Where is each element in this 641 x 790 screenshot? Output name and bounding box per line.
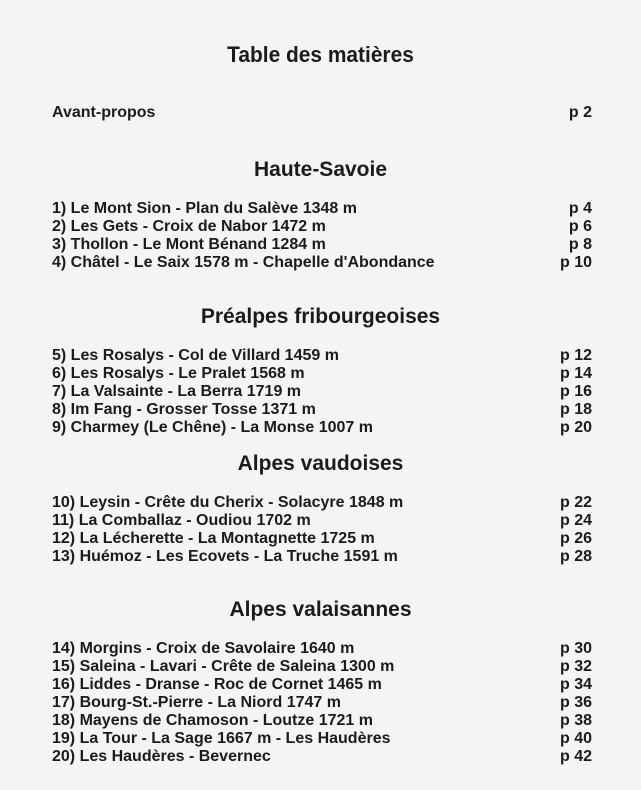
toc-entry[interactable]: [52, 236, 592, 254]
toc-entry-page: p 38: [559, 712, 592, 729]
toc-entry-page: p 2: [568, 104, 592, 121]
toc-entry-label: 15) Saleina - Lavari - Crête de Saleina 1300 m: [52, 658, 395, 675]
toc-entry-page: p 20: [559, 419, 592, 436]
toc-entry[interactable]: [52, 548, 592, 566]
toc-entry-page: p 14: [559, 365, 592, 382]
toc-entry-page: p 16: [559, 383, 592, 400]
toc-entry[interactable]: [52, 730, 592, 748]
toc-entry-label: 3) Thollon - Le Mont Bénand 1284 m: [52, 236, 326, 253]
toc-entry-label: 6) Les Rosalys - Le Pralet 1568 m: [52, 365, 305, 382]
toc-entry-label: 19) La Tour - La Sage 1667 m - Les Haudères: [52, 730, 391, 747]
toc-entry-label: 7) La Valsainte - La Berra 1719 m: [52, 383, 302, 400]
toc-entry-avant-propos[interactable]: [52, 104, 592, 122]
toc-entry-label: Avant-propos: [52, 104, 156, 121]
toc-entry[interactable]: [52, 254, 592, 272]
toc-entry-page: p 24: [559, 512, 592, 529]
toc-entry-page: p 36: [559, 694, 592, 711]
toc-entry-page: p 40: [559, 730, 592, 747]
toc-entry-page: p 22: [559, 494, 592, 511]
toc-entry-label: 4) Châtel - Le Saix 1578 m - Chapelle d'Abondance: [52, 254, 435, 271]
toc-entry-page: p 32: [559, 658, 592, 675]
toc-entry-label: 20) Les Haudères - Bevernec: [52, 748, 271, 765]
toc-entry[interactable]: [52, 712, 592, 730]
toc-entry[interactable]: [52, 658, 592, 676]
toc-entry[interactable]: [52, 419, 592, 437]
toc-entry-page: p 6: [568, 218, 592, 235]
toc-entry-page: p 26: [559, 530, 592, 547]
toc-entry[interactable]: [52, 512, 592, 530]
toc-entry[interactable]: [52, 494, 592, 512]
toc-entry-label: 8) Im Fang - Grosser Tosse 1371 m: [52, 401, 316, 418]
toc-entry-label: 10) Leysin - Crête du Cherix - Solacyre 1848 m: [52, 494, 404, 511]
toc-entry[interactable]: [52, 218, 592, 236]
toc-entry[interactable]: [52, 347, 592, 365]
toc-entry[interactable]: [52, 640, 592, 658]
toc-entry-label: 11) La Comballaz - Oudiou 1702 m: [52, 512, 311, 529]
toc-entry-label: 14) Morgins - Croix de Savolaire 1640 m: [52, 640, 355, 657]
toc-entry-label: 13) Huémoz - Les Ecovets - La Truche 1591 m: [52, 548, 398, 565]
toc-entry[interactable]: [52, 383, 592, 401]
toc-entry-page: p 12: [559, 347, 592, 364]
section-heading-alpes-vaudoises: Alpes vaudoises: [237, 452, 404, 475]
toc-entry-page: p 8: [568, 236, 592, 253]
toc-entry-page: p 28: [559, 548, 592, 565]
toc-entry[interactable]: [52, 365, 592, 383]
toc-entry-page: p 30: [559, 640, 592, 657]
toc-entry-page: p 34: [559, 676, 592, 693]
section-heading-prealpes-fribourgeoises: Préalpes fribourgeoises: [200, 305, 441, 328]
toc-entry[interactable]: [52, 676, 592, 694]
page-title: Table des matières: [227, 42, 414, 67]
toc-entry[interactable]: [52, 401, 592, 419]
toc-entry[interactable]: [52, 748, 592, 766]
toc-entry[interactable]: [52, 200, 592, 218]
toc-entry-label: 5) Les Rosalys - Col de Villard 1459 m: [52, 347, 339, 364]
toc-entry-label: 2) Les Gets - Croix de Nabor 1472 m: [52, 218, 326, 235]
toc-entry-label: 1) Le Mont Sion - Plan du Salève 1348 m: [52, 200, 357, 217]
toc-entry-label: 17) Bourg-St.-Pierre - La Niord 1747 m: [52, 694, 341, 711]
toc-entry-page: p 42: [559, 748, 592, 765]
section-heading-haute-savoie: Haute-Savoie: [253, 158, 388, 181]
toc-entry-label: 16) Liddes - Dranse - Roc de Cornet 1465 m: [52, 676, 382, 693]
toc-entry[interactable]: [52, 694, 592, 712]
toc-entry-page: p 4: [568, 200, 592, 217]
toc-entry-label: 18) Mayens de Chamoson - Loutze 1721 m: [52, 712, 373, 729]
toc-entry-label: 9) Charmey (Le Chêne) - La Monse 1007 m: [52, 419, 373, 436]
toc-entry-page: p 10: [559, 254, 592, 271]
section-heading-alpes-valaisannes: Alpes valaisannes: [229, 598, 412, 621]
toc-entry-page: p 18: [559, 401, 592, 418]
toc-entry[interactable]: [52, 530, 592, 548]
toc-entry-label: 12) La Lécherette - La Montagnette 1725 m: [52, 530, 375, 547]
